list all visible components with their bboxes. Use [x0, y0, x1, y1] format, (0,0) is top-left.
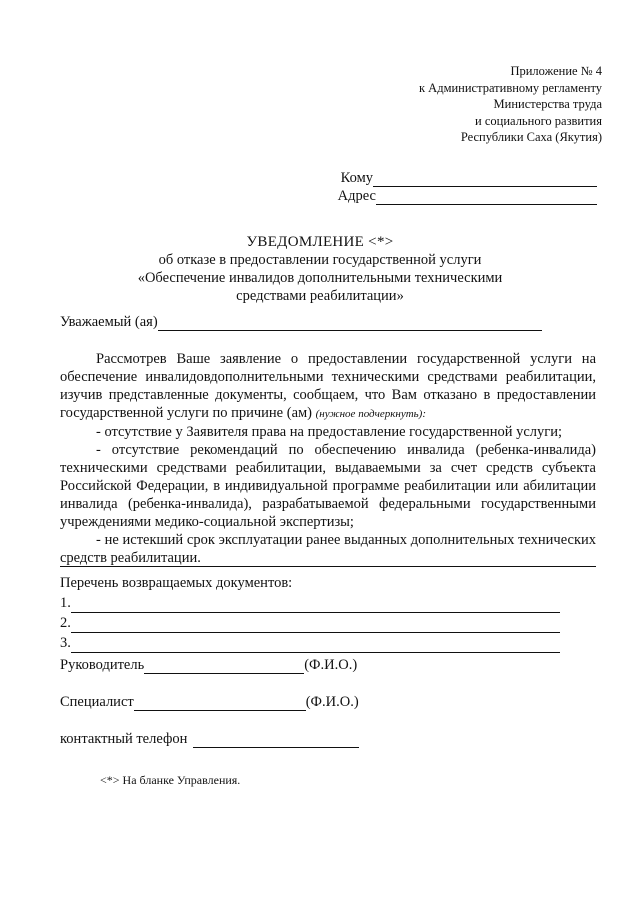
document-item — [60, 633, 560, 653]
document-number: 3. — [60, 635, 71, 651]
specialist-signature-row — [60, 694, 359, 711]
recipient-field[interactable] — [373, 172, 597, 187]
phone-row — [60, 731, 359, 748]
section-divider — [60, 566, 596, 567]
refusal-reason: - отсутствие рекомендаций по обеспечению инвалида (ребенка-инвалида) техническими средствами реабилитации, выдаваемыми за счет средств субъекта Российской Федерации, в индивидуальной программе реабилитации или абилитации инвалида (ребенка-инвалида), разрабатываемой федеральными государственными учреждениями медико-социальной экспертизы; — [60, 442, 596, 530]
phone-label: контактный телефон — [60, 731, 188, 747]
refusal-reason: - отсутствие у Заявителя права на предоставление государственной услуги; — [96, 424, 563, 440]
head-signature-row — [60, 657, 357, 674]
greeting-row — [60, 314, 542, 331]
annex-line: к Административному регламенту — [418, 80, 602, 95]
annex-header — [419, 63, 602, 146]
specialist-fio: (Ф.И.О.) — [305, 694, 359, 710]
notice-subtitle-line: об отказе в предоставлении государственной услуги — [158, 252, 482, 268]
recipient-label: Кому — [340, 170, 373, 186]
document-field[interactable] — [71, 598, 560, 613]
address-row — [338, 187, 597, 205]
head-fio: (Ф.И.О.) — [304, 657, 358, 673]
notice-heading: УВЕДОМЛЕНИЕ <*> — [246, 234, 394, 250]
specialist-label: Специалист — [60, 694, 134, 710]
notice-title — [0, 233, 640, 305]
footnote: <*> На бланке Управления. — [100, 773, 241, 787]
address-field[interactable] — [376, 190, 597, 205]
notice-body — [60, 350, 596, 567]
recipient-block — [338, 169, 597, 205]
refusal-reason: - не истекший срок эксплуатации ранее выданных дополнительных технических средств реабилитации. — [60, 532, 596, 566]
document-number: 1. — [60, 595, 71, 611]
annex-line: Республики Саха (Якутия) — [460, 130, 602, 144]
head-signature-field[interactable] — [144, 659, 304, 674]
returned-documents — [60, 574, 560, 653]
body-intro — [60, 350, 596, 423]
specialist-signature-field[interactable] — [134, 696, 306, 711]
notice-subtitle-line: средствами реабилитации» — [236, 288, 404, 304]
greeting-label: Уважаемый (ая) — [60, 314, 158, 330]
address-label: Адрес — [337, 188, 376, 204]
document-item — [60, 593, 560, 613]
body-intro-text: Рассмотрев Ваше заявление о предоставлении государственной услуги на обеспечение инвалидовдополнительными техническими средствами реабилитации, изучив представленные документы, сообщаем, что Вам отказано в предоставлении государственной услуги по причине (ам) — [60, 351, 596, 421]
document-field[interactable] — [71, 618, 560, 633]
document-field[interactable] — [71, 638, 560, 653]
annex-line: и социального развития — [475, 113, 602, 128]
document-item — [60, 613, 560, 633]
notice-subtitle-line: «Обеспечение инвалидов дополнительными техническими — [137, 270, 503, 286]
documents-heading: Перечень возвращаемых документов: — [60, 575, 293, 591]
phone-field[interactable] — [193, 733, 359, 748]
body-note: (нужное подчеркнуть): — [315, 408, 427, 420]
recipient-row — [338, 169, 597, 187]
greeting-name-field[interactable] — [158, 316, 542, 331]
annex-line: Министерства труда — [493, 97, 602, 111]
head-label: Руководитель — [60, 657, 145, 673]
document-number: 2. — [60, 615, 71, 631]
annex-line: Приложение № 4 — [510, 64, 602, 78]
